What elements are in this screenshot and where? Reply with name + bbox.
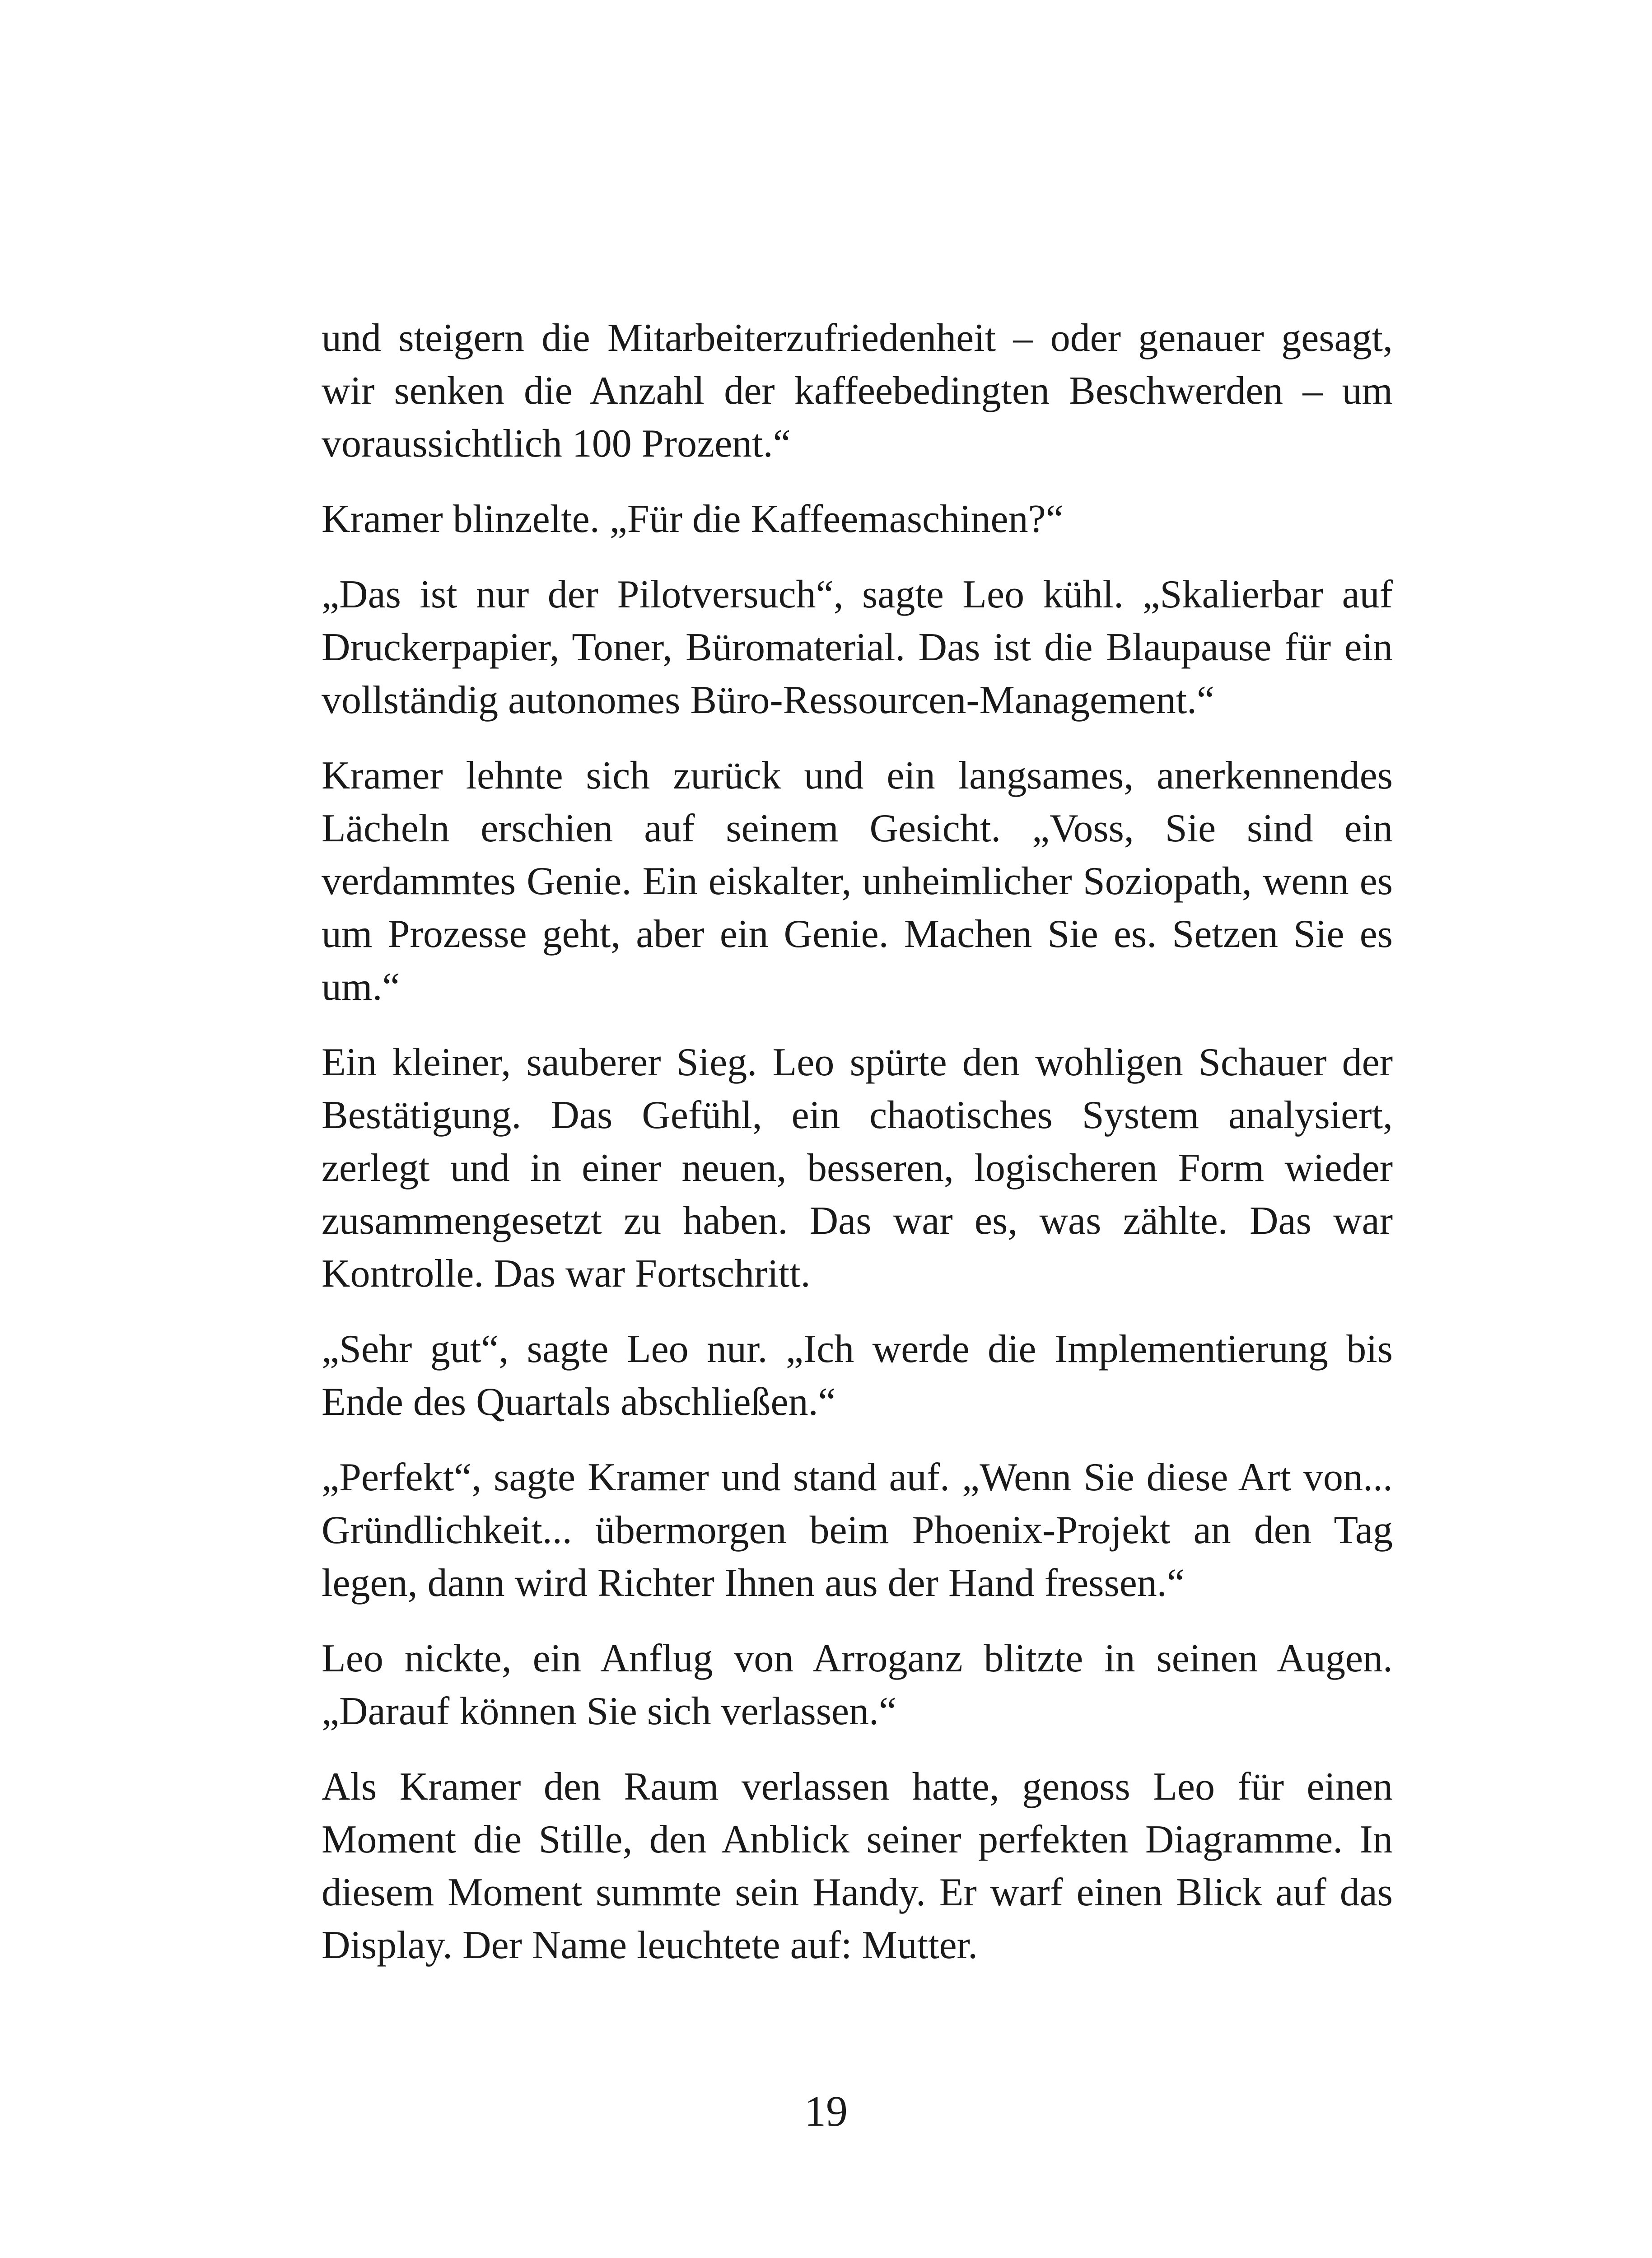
paragraph: Als Kramer den Raum verlassen hatte, genoss Leo für einen Moment die Stille, den Anblick seiner perfekten Diagramme. In diesem Moment summte sein Handy. Er warf einen Blick auf das Display. Der Name leuchtete auf: Mutter.	[322, 1765, 1393, 1967]
paragraph: Leo nickte, ein Anflug von Arroganz blitzte in seinen Augen. „Darauf können Sie sich verlassen.“	[322, 1637, 1393, 1733]
paragraph: „Sehr gut“, sagte Leo nur. „Ich werde die Implementierung bis Ende des Quartals abschließen.“	[322, 1327, 1393, 1424]
paragraph: Ein kleiner, sauberer Sieg. Leo spürte den wohligen Schauer der Bestätigung. Das Gefühl, ein chaotisches System analysiert, zerlegt und in einer neuen, besseren, logischeren Form wieder zusammengesetzt zu haben. Das war es, was zählte. Das war Kontrolle. Das war Fortschritt.	[322, 1040, 1393, 1296]
body-text	[322, 312, 1393, 1994]
page-number: 19	[804, 2087, 848, 2135]
paragraph: „Perfekt“, sagte Kramer und stand auf. „Wenn Sie diese Art von... Gründlichkeit... übermorgen beim Phoenix-Projekt an den Tag legen, dann wird Richter Ihnen aus der Hand fressen.“	[322, 1456, 1393, 1605]
paragraph: Kramer blinzelte. „Für die Kaffeemaschinen?“	[322, 497, 1064, 541]
paragraph: Kramer lehnte sich zurück und ein langsames, anerkennendes Lächeln erschien auf seinem Gesicht. „Voss, Sie sind ein verdammtes Genie. Ein eiskalter, unheimlicher Soziopath, wenn es um Prozesse geht, aber ein Genie. Machen Sie es. Setzen Sie es um.“	[322, 754, 1393, 1009]
paragraph: „Das ist nur der Pilotversuch“, sagte Leo kühl. „Skalierbar auf Druckerpapier, Toner, Büromaterial. Das ist die Blaupause für ein vollständig autonomes Büro-Ressourcen-Management.“	[322, 573, 1393, 722]
paragraph: und steigern die Mitarbeiterzufriedenheit – oder genauer gesagt, wir senken die Anzahl der kaffeebedingten Beschwerden – um voraussichtlich 100 Prozent.“	[322, 316, 1393, 466]
